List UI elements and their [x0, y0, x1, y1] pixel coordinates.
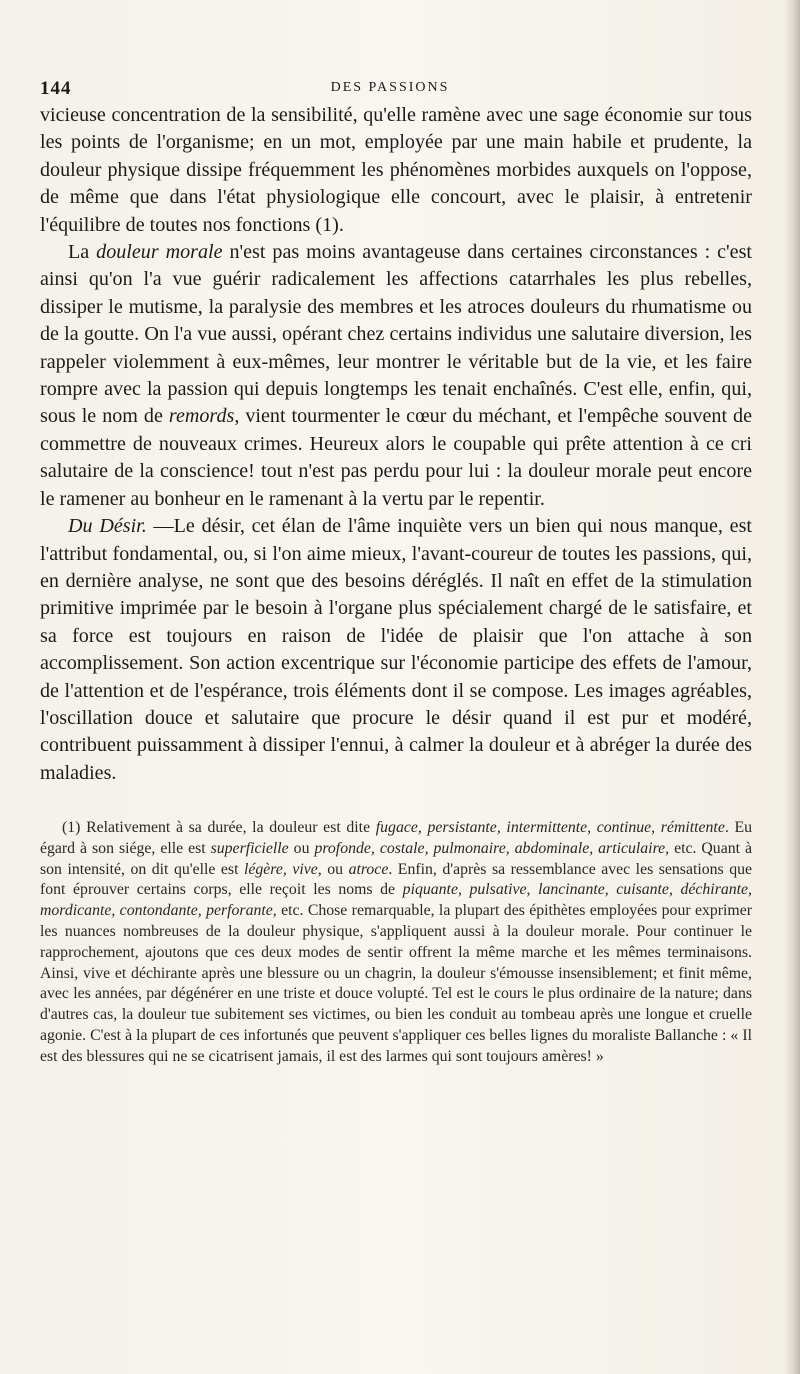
footnote-1: [40, 818, 752, 1068]
italic-run: atroce: [348, 860, 389, 878]
text-run: ou: [288, 839, 315, 857]
italic-run: fugace, persistante, intermittente, continue, rémittente: [375, 819, 725, 836]
page-number: 144: [40, 78, 72, 99]
page-header: [40, 78, 740, 102]
section-heading-desir: Du Désir.: [68, 515, 147, 538]
paragraph-desire: [40, 513, 752, 787]
footnote: [40, 818, 752, 1068]
term-remords: remords: [168, 405, 235, 428]
italic-run: piquante, pulsative, lancinante, cuisante, déchirante, mordicante, contondante, perforante: [40, 881, 752, 920]
text-run: La: [68, 241, 97, 264]
text-run: (1) Relativement à sa durée, la douleur est dite: [62, 819, 376, 836]
paragraph-pain-moral: [40, 239, 752, 513]
text-run: ou: [321, 860, 349, 878]
text-run: —Le désir, cet élan de l'âme inquiète vers un bien qui nous manque, est l'attribut fondamental, ou, si l'on aime mieux, l'avant-coureur de toutes les passions, qui, en dernière analyse, ne sont que des besoins déréglés. Il naît en effet de la stimulation primitive imprimée par le besoin à l'organe plus spécialement chargé de le satisfaire, et sa force est toujours en raison de l'idée de plaisir que l'on attache à son accomplissement. Son action excentrique sur l'économie participe des effets de l'amour, de l'attention et de l'espérance, trois éléments dont il se compose. Les images agréables, l'oscillation douce et salutaire que procure le désir quand il est pur et modéré, contribuent puissamment à dissiper l'ennui, à calmer la douleur et à abréger la durée des maladies.: [40, 515, 752, 784]
italic-run: superficielle: [210, 839, 289, 857]
running-title: DES PASSIONS: [330, 80, 450, 95]
term-douleur-morale: douleur morale: [96, 241, 223, 264]
italic-run: légère, vive,: [243, 860, 322, 878]
text-run: . Enfin, d'après sa ressemblance avec les sensations que font éprouver certains corps, elle reçoit les noms de: [40, 860, 753, 899]
main-text: [40, 102, 752, 787]
text-run: , etc. Quant à son intensité, on dit qu'elle est: [40, 839, 752, 878]
text-run: n'est pas moins avantageuse dans certaines circonstances : c'est ainsi qu'on l'a vue guérir radicalement les affections catarrhales les plus rebelles, dissiper le mutisme, la paralysie des membres et les atroces douleurs du rhumatisme ou de la goutte. On l'a vue aussi, opérant chez certains individus une salutaire diversion, les rappeler violemment à eux-mêmes, leur montrer le véritable but de la vie, et les faire rompre avec la passion qui depuis longtemps les tenait enchaînés. C'est elle, enfin, qui, sous le nom de: [40, 241, 752, 428]
italic-run: profonde, costale, pulmonaire, abdominale, articulaire: [314, 839, 666, 857]
text-run: , vient tourmenter le cœur du méchant, et l'empêche souvent de commettre de nouveaux crimes. Heureux alors le coupable qui prête attention à ce cri salutaire de la conscience! tout n'est pas perdu pour lui : la douleur morale peut encore le ramener au bonheur en le ramenant à la vertu par le repentir.: [40, 405, 752, 510]
paragraph-pain-physical: vicieuse concentration de la sensibilité, qu'elle ramène avec une sage économie sur tous les points de l'organisme; en un mot, employée par une main habile et prudente, la douleur physique dissipe fréquemment les phénomènes morbides auxquels on l'oppose, de même que dans l'état physiologique elle concourt, avec le plaisir, à entretenir l'équilibre de toutes nos fonctions (1).: [40, 104, 752, 236]
text-run: . Eu égard à son siége, elle est: [40, 819, 753, 857]
page-edge-shadow: [784, 0, 800, 1374]
text-run: , etc. Chose remarquable, la plupart des épithètes employées pour exprimer les nuances nombreuses de la douleur physique, s'appliquent aussi à la douleur morale. Pour continuer le rapprochement, ajoutons que ces deux modes de sentir offrent la même marche et les mêmes terminaisons. Ainsi, vive et déchirante après une blessure ou un chagrin, la douleur s'émousse insensiblement; et finit même, avec les années, par dégénérer en une triste et douce volupté. Tel est le cours le plus ordinaire de la nature; dans d'autres cas, la douleur tue subitement ses victimes, ou bien les conduit au tombeau après une longue et cruelle agonie. C'est à la plupart de ces infortunés que peuvent s'appliquer ces belles lignes du moraliste Ballanche : « Il est des blessures qui ne se cicatrisent jamais, il est des larmes qui sont toujours amères! »: [40, 902, 752, 1065]
